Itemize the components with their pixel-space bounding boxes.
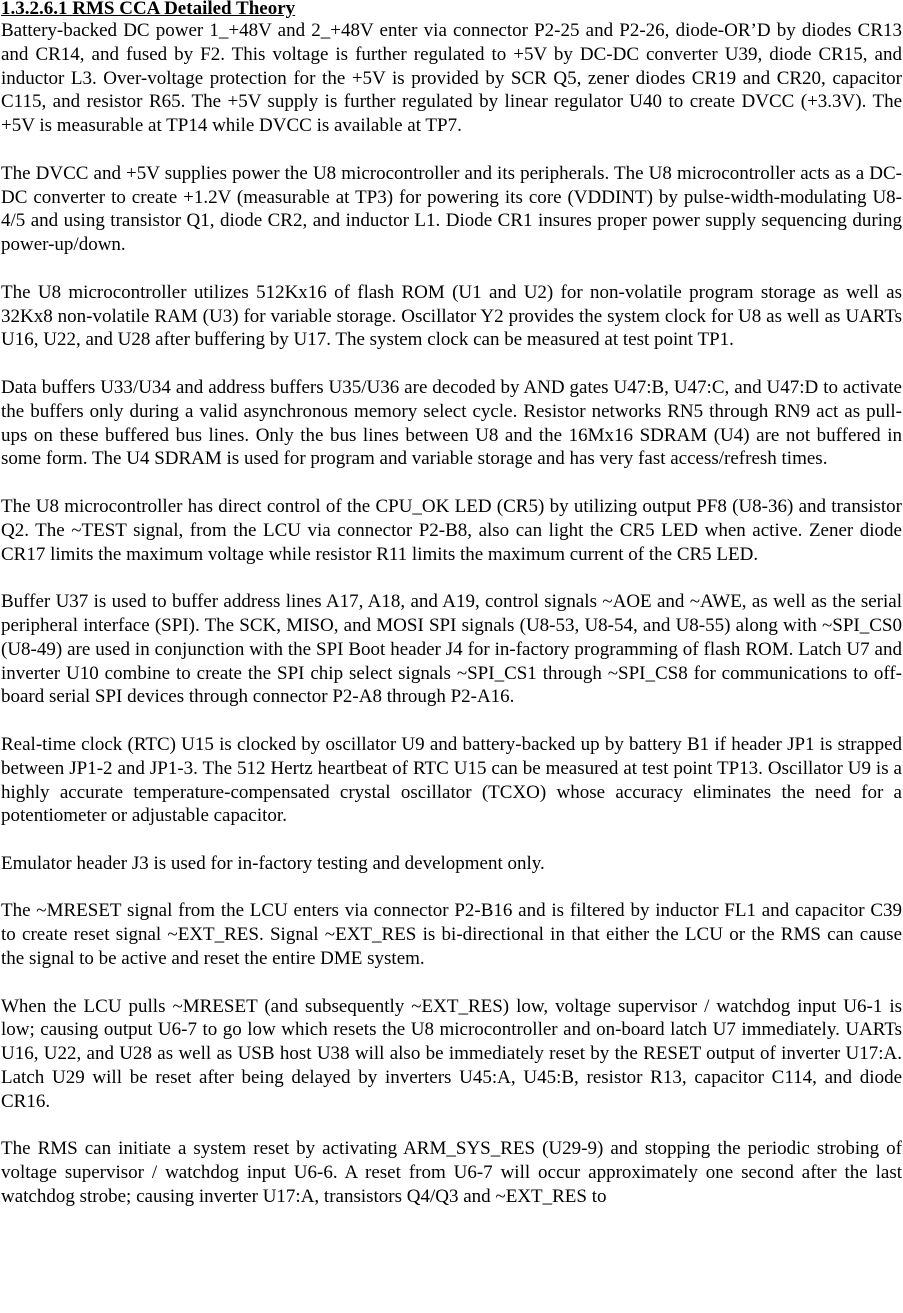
paragraph-cpu-ok-led: The U8 microcontroller has direct control of the CPU_OK LED (CR5) by utilizing output PF8 (U8-36) and transistor Q2. The ~TEST signal, from the LCU via connector P2-B8, also can light the CR5 LED when active. Zener diode CR17 limits the maximum voltage while resistor R11 limits the maximum current of the CR5 LED. bbox=[1, 495, 902, 565]
paragraph-spi: Buffer U37 is used to buffer address lines A17, A18, and A19, control signals ~AOE and ~AWE, as well as the serial peripheral interface (SPI). The SCK, MISO, and MOSI SPI signals (U8-53, U8-54, and U8-55) along with ~SPI_CS0 (U8-49) are used in conjunction with the SPI Boot header J4 for in-factory programming of flash ROM. Latch U7 and inverter U10 combine to create the SPI chip select signals ~SPI_CS1 through ~SPI_CS8 for communications to off-board serial SPI devices through connector P2-A8 through P2-A16. bbox=[1, 591, 902, 708]
document-page bbox=[1, 0, 902, 1233]
paragraph-lcu-reset: When the LCU pulls ~MRESET (and subsequently ~EXT_RES) low, voltage supervisor / watchdog input U6-1 is low; causing output U6-7 to go low which resets the U8 microcontroller and on-board latch U7 immediately. UARTs U16, U22, and U28 as well as USB host U38 will also be immediately reset by the RESET output of inverter U17:A. Latch U29 will be reset after being delayed by inverters U45:A, U45:B, resistor R13, capacitor C114, and diode CR16. bbox=[1, 995, 902, 1112]
paragraph-memory: The U8 microcontroller utilizes 512Kx16 of flash ROM (U1 and U2) for non-volatile program storage as well as 32Kx8 non-volatile RAM (U3) for variable storage. Oscillator Y2 provides the system clock for U8 as well as UARTs U16, U22, and U28 after buffering by U17. The system clock can be measured at test point TP1. bbox=[1, 281, 902, 351]
paragraph-rms-reset: The RMS can initiate a system reset by activating ARM_SYS_RES (U29-9) and stopping the periodic strobing of voltage supervisor / watchdog input U6-6. A reset from U6-7 will occur approximately one second after the last watchdog strobe; causing inverter U17:A, transistors Q4/Q3 and ~EXT_RES to bbox=[1, 1138, 902, 1208]
paragraph-emulator: Emulator header J3 is used for in-factory testing and development only. bbox=[1, 852, 545, 874]
paragraph-buffers: Data buffers U33/U34 and address buffers U35/U36 are decoded by AND gates U47:B, U47:C, and U47:D to activate the buffers only during a valid asynchronous memory select cycle. Resistor networks RN5 through RN9 act as pull-ups on these buffered bus lines. Only the bus lines between U8 and the 16Mx16 SDRAM (U4) are not buffered in some form. The U4 SDRAM is used for program and variable storage and has very fast access/refresh times. bbox=[1, 376, 902, 470]
paragraph-power-supply: Battery-backed DC power 1_+48V and 2_+48V enter via connector P2-25 and P2-26, diode-OR’D by diodes CR13 and CR14, and fused by F2. This voltage is further regulated to +5V by DC-DC converter U39, diode CR15, and inductor L3. Over-voltage protection for the +5V is provided by SCR Q5, zener diodes CR19 and CR20, capacitor C115, and resistor R65. The +5V supply is further regulated by linear regulator U40 to create DVCC (+3.3V). The +5V is measurable at TP14 while DVCC is available at TP7. bbox=[1, 20, 902, 137]
paragraph-microcontroller-power: The DVCC and +5V supplies power the U8 microcontroller and its peripherals. The U8 microcontroller acts as a DC-DC converter to create +1.2V (measurable at TP3) for powering its core (VDDINT) by pulse-width-modulating U8-4/5 and using transistor Q1, diode CR2, and inductor L1. Diode CR1 insures proper power supply sequencing during power-up/down. bbox=[1, 162, 902, 256]
paragraph-rtc: Real-time clock (RTC) U15 is clocked by oscillator U9 and battery-backed up by battery B1 if header JP1 is strapped between JP1-2 and JP1-3. The 512 Hertz heartbeat of RTC U15 can be measured at test point TP13. Oscillator U9 is a highly accurate temperature-compensated crystal oscillator (TCXO) whose accuracy eliminates the need for a potentiometer or adjustable capacitor. bbox=[1, 733, 902, 827]
paragraph-mreset: The ~MRESET signal from the LCU enters via connector P2-B16 and is filtered by inductor FL1 and capacitor C39 to create reset signal ~EXT_RES. Signal ~EXT_RES is bi-directional in that either the LCU or the RMS can cause the signal to be active and reset the entire DME system. bbox=[1, 900, 902, 970]
section-heading: 1.3.2.6.1 RMS CCA Detailed Theory bbox=[1, 0, 296, 19]
